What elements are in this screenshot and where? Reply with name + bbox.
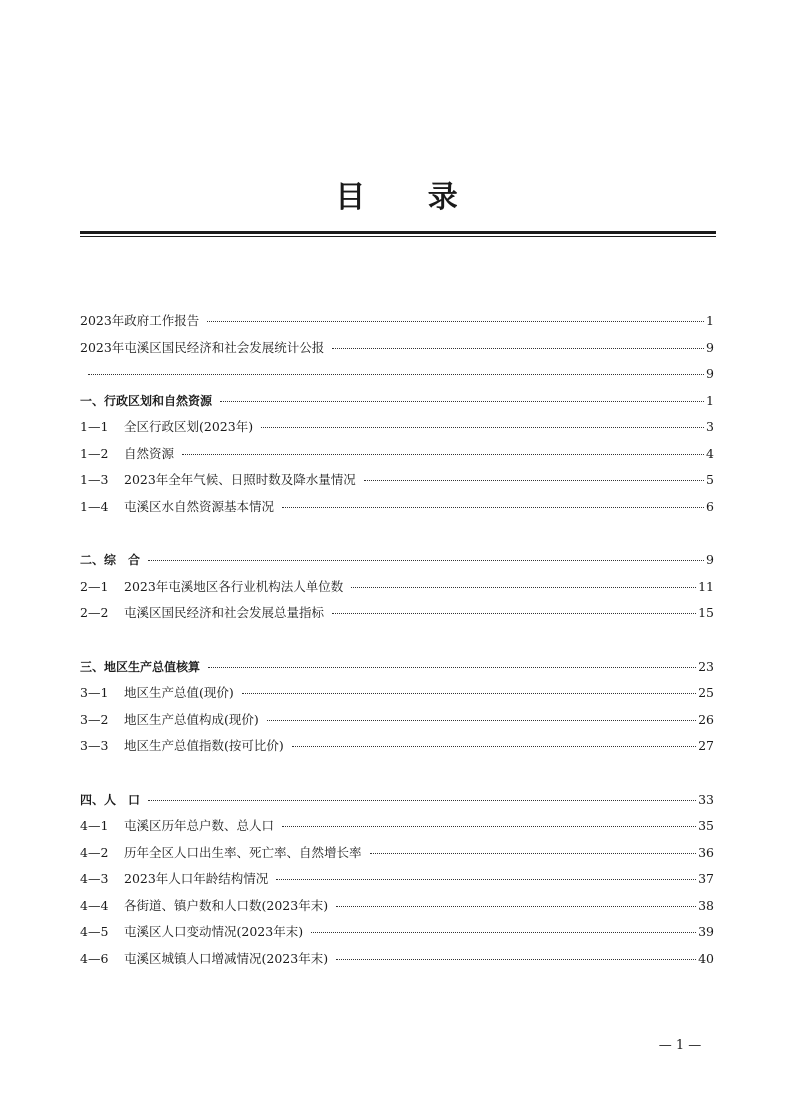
toc-entry-page: 4 xyxy=(706,445,714,461)
dot-leader xyxy=(261,427,704,428)
toc-entry[interactable] xyxy=(80,733,714,760)
toc-entry-page: 35 xyxy=(698,818,714,833)
toc-section-heading[interactable] xyxy=(80,654,714,681)
dot-leader xyxy=(364,480,704,481)
toc-entry-number: 3—3 xyxy=(80,738,109,753)
toc-entry-page: 1 xyxy=(706,392,714,408)
toc-entry[interactable] xyxy=(80,414,714,441)
toc-entry-page: 26 xyxy=(698,711,714,727)
toc-entry[interactable] xyxy=(80,441,714,468)
group-gap xyxy=(80,627,714,654)
toc-entry-page: 38 xyxy=(698,897,714,913)
toc-entry-title: 地区生产总值(现价) xyxy=(124,685,234,700)
toc-entry[interactable] xyxy=(80,680,714,707)
toc-entry-number: 1—3 xyxy=(80,472,109,487)
toc-entry-title: 全区行政区划(2023年) xyxy=(124,419,254,434)
toc-entry-title: 2023年人口年龄结构情况 xyxy=(124,871,269,886)
dot-leader xyxy=(292,746,696,747)
dot-leader xyxy=(370,853,697,854)
toc-entry-page: 36 xyxy=(698,844,714,860)
toc-entry[interactable] xyxy=(80,494,714,521)
dot-leader xyxy=(220,401,704,402)
dot-leader xyxy=(207,321,704,322)
dot-leader xyxy=(267,720,696,721)
toc-entry-page: 11 xyxy=(698,578,714,594)
toc-section-heading[interactable] xyxy=(80,547,714,574)
dot-leader xyxy=(148,800,696,801)
dot-leader xyxy=(242,693,696,694)
toc-section-heading[interactable] xyxy=(80,388,714,415)
toc-entry-page: 33 xyxy=(698,791,714,807)
toc-entry-number: 1—4 xyxy=(80,498,109,514)
toc-entry[interactable] xyxy=(80,467,714,494)
toc-entry-page: 6 xyxy=(706,498,714,514)
toc-entry[interactable] xyxy=(80,308,714,335)
toc-entry-title: 各街道、镇户数和人口数(2023年末) xyxy=(124,897,329,913)
toc-entry-page: 9 xyxy=(706,339,714,355)
toc-entry-page: 3 xyxy=(706,419,714,434)
toc-entry-title: 2023年屯溪地区各行业机构法人单位数 xyxy=(124,578,344,594)
toc-entry-page: 5 xyxy=(706,472,714,487)
toc-entry-number: 3—1 xyxy=(80,685,109,700)
table-of-contents xyxy=(80,308,714,972)
dot-leader xyxy=(282,826,696,827)
toc-entry-number: 1—1 xyxy=(80,419,109,434)
toc-entry-page: 37 xyxy=(698,871,714,886)
toc-entry-page: 9 xyxy=(706,366,714,381)
dot-leader xyxy=(276,879,696,880)
group-gap xyxy=(80,520,714,547)
dot-leader xyxy=(332,613,696,614)
toc-entry[interactable] xyxy=(80,361,714,388)
toc-entry-title: 2023年政府工作报告 xyxy=(80,313,200,328)
dot-leader xyxy=(208,667,696,668)
dot-leader xyxy=(282,507,704,508)
toc-entry[interactable] xyxy=(80,707,714,734)
dot-leader xyxy=(351,587,696,588)
toc-entry-title: 地区生产总值指数(按可比价) xyxy=(124,738,284,753)
toc-entry-page: 15 xyxy=(698,605,714,620)
dot-leader xyxy=(88,374,704,375)
toc-entry-page: 27 xyxy=(698,738,714,753)
toc-entry-number: 1—2 xyxy=(80,445,109,461)
dot-leader xyxy=(336,906,696,907)
toc-entry-page: 1 xyxy=(706,313,714,328)
title-rule-thick xyxy=(80,231,716,234)
dot-leader xyxy=(336,959,696,960)
toc-entry-number: 2—2 xyxy=(80,605,109,620)
toc-entry[interactable] xyxy=(80,600,714,627)
toc-entry-number: 4—2 xyxy=(80,844,109,860)
toc-entry-page: 9 xyxy=(706,552,714,567)
toc-entry[interactable] xyxy=(80,866,714,893)
toc-entry-title: 屯溪区水自然资源基本情况 xyxy=(124,498,275,514)
toc-entry[interactable] xyxy=(80,574,714,601)
toc-entry[interactable] xyxy=(80,813,714,840)
toc-entry-title: 自然资源 xyxy=(124,445,175,461)
toc-entry-number: 4—3 xyxy=(80,871,109,886)
toc-entry-number: 4—1 xyxy=(80,818,109,833)
toc-entry[interactable] xyxy=(80,919,714,946)
toc-section-heading[interactable] xyxy=(80,787,714,814)
toc-entry-title: 屯溪区国民经济和社会发展总量指标 xyxy=(124,605,325,620)
toc-entry-page: 23 xyxy=(698,658,714,674)
toc-entry[interactable] xyxy=(80,893,714,920)
dot-leader xyxy=(332,348,704,349)
toc-entry-title: 一、行政区划和自然资源 xyxy=(80,393,213,408)
toc-entry[interactable] xyxy=(80,840,714,867)
toc-entry-page: 25 xyxy=(698,685,714,700)
toc-entry-title: 地区生产总值构成(现价) xyxy=(124,711,259,727)
toc-entry-title: 四、人 口 xyxy=(80,792,141,807)
toc-entry-number: 2—1 xyxy=(80,578,109,594)
toc-entry-number: 4—5 xyxy=(80,924,109,939)
dot-leader xyxy=(182,454,704,455)
toc-entry-title: 2023年屯溪区国民经济和社会发展统计公报 xyxy=(80,339,325,355)
toc-entry-title: 2023年全年气候、日照时数及降水量情况 xyxy=(124,472,356,487)
toc-entry[interactable] xyxy=(80,335,714,362)
toc-entry-title: 历年全区人口出生率、死亡率、自然增长率 xyxy=(124,844,362,860)
toc-entry-page: 39 xyxy=(698,924,714,939)
toc-entry-number: 4—6 xyxy=(80,950,109,966)
toc-entry-title: 屯溪区历年总户数、总人口 xyxy=(124,818,275,833)
toc-entry[interactable] xyxy=(80,946,714,973)
page-number: — 1 — xyxy=(658,1038,702,1053)
group-gap xyxy=(80,760,714,787)
toc-entry-number: 4—4 xyxy=(80,897,109,913)
toc-entry-page: 40 xyxy=(698,950,714,966)
dot-leader xyxy=(311,932,696,933)
toc-entry-title: 三、地区生产总值核算 xyxy=(80,659,201,674)
dot-leader xyxy=(148,560,704,561)
toc-entry-title: 屯溪区人口变动情况(2023年末) xyxy=(124,924,304,939)
toc-entry-title: 二、综 合 xyxy=(80,553,141,567)
title-rule-thin xyxy=(80,236,716,237)
toc-entry-number: 3—2 xyxy=(80,711,109,727)
page-title: 目 录 xyxy=(335,180,484,215)
toc-entry-title: 屯溪区城镇人口增减情况(2023年末) xyxy=(124,950,329,966)
